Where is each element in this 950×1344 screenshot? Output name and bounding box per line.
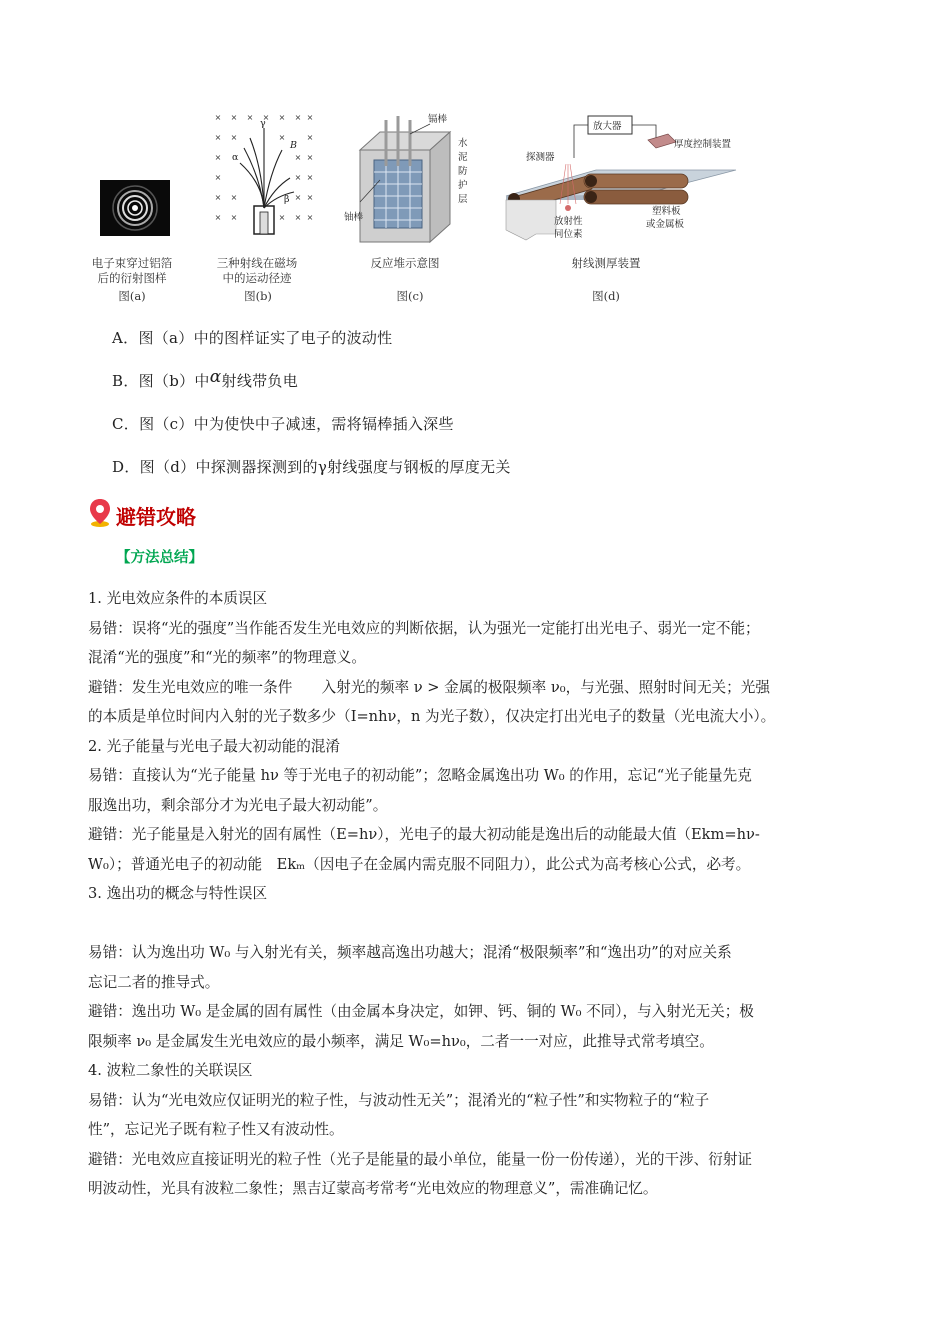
diffraction-pattern-image [100,180,170,236]
text-line: 性”，忘记光子既有粒子性又有波动性。 [88,1121,344,1138]
text-line: 混淆“光的强度”和“光的频率”的物理意义。 [88,649,366,666]
text-line: 明波动性，光具有波粒二象性；黑吉辽蒙高考常考“光电效应的物理意义”，需准确记忆。 [88,1180,658,1197]
figure-b-tag: 图(b) [244,289,272,303]
svg-text:×: × [230,133,238,142]
svg-text:×: × [214,173,222,182]
svg-text:×: × [278,113,286,122]
figure-a [100,180,170,236]
svg-text:×: × [214,193,222,202]
figure-d [496,110,756,245]
svg-text:×: × [214,133,222,142]
text-line: 避错：逸出功 W₀ 是金属的固有属性（由金属本身决定，如钾、钙、铜的 W₀ 不同），与入射光无关；极 [88,1003,754,1020]
figure-d-tag: 图(d) [592,289,620,303]
text-line: 限频率 ν₀ 是金属发生光电效应的最小频率，满足 W₀=hν₀，二者一一对应，此推导式常考填空。 [88,1032,714,1050]
figure-b-caption: 三种射线在磁场 中的运动径迹 [216,256,298,285]
text-line: 易错：认为逸出功 W₀ 与入射光有关，频率越高逸出功越大；混淆“极限频率”和“逸出功”的对应关系 [88,944,732,961]
figure-d-caption: 射线测厚装置 [571,256,641,270]
svg-text:×: × [306,213,314,222]
concrete-label-4: 护 [458,180,468,191]
svg-text:×: × [230,213,238,222]
figure-c-tag: 图(c) [396,289,424,303]
svg-text:×: × [246,113,254,122]
concrete-label-3: 防 [458,166,468,177]
svg-text:×: × [306,193,314,202]
detector-label: 探测器 [526,152,555,163]
svg-text:×: × [294,153,302,162]
thickness-gauge-diagram [496,110,756,245]
svg-text:×: × [278,213,286,222]
svg-text:×: × [262,113,270,122]
isotope-label-1: 放射性 [554,216,583,227]
figure-a-tag: 图(a) [118,289,146,303]
method-summary-text [88,584,868,1204]
heading-3: 3. 逸出功的概念与特性误区 [88,885,268,902]
text-line: 避错：光子能量是入射光的固有属性（E=hν），光电子的最大初动能是逸出后的动能最大值（Ekm=hν- [88,826,760,843]
text-line: 服逸出功，剩余部分才为光电子最大初动能”。 [88,796,388,814]
section-subtitle: 【方法总结】 [116,550,203,566]
concrete-label-2: 泥 [458,152,468,163]
figure-c [340,110,480,245]
plate-label-2: 或金属板 [646,219,685,230]
reactor-diagram [340,110,480,245]
alpha-symbol: α [209,367,222,387]
text-line: 易错：误将“光的强度”当作能否发生光电效应的判断依据，认为强光一定能打出光电子、弱光一定不能； [88,619,760,637]
blank-line [88,909,868,939]
option-c: C．图（c）中为使快中子减速，需将镉棒插入深些 [112,415,454,433]
beta-label: β [284,194,290,205]
svg-text:×: × [306,153,314,162]
map-pin-icon [88,498,112,528]
option-a: A．图（a）中的图样证实了电子的波动性 [112,329,393,347]
amplifier-label: 放大器 [593,121,622,132]
text-line: 易错：认为“光电效应仅证明光的粒子性，与波动性无关”；混淆光的“粒子性”和实物粒子的“粒子 [88,1091,710,1109]
cadmium-rod-label: 镉棒 [428,114,448,125]
text-line: 的本质是单位时间内入射的光子数多少（I=nhν，n 为光子数），仅决定打出光电子的数量（光电流大小）。 [88,708,776,725]
svg-text:×: × [214,113,222,122]
svg-text:×: × [306,173,314,182]
concrete-label-5: 层 [458,194,468,205]
text-line: 易错：直接认为“光子能量 hν 等于光电子的初动能”；忽略金属逸出功 W₀ 的作用，忘记“光子能量先克 [88,767,752,784]
svg-text:×: × [214,213,222,222]
field-b-label: B [290,140,297,151]
text-line: 避错：光电效应直接证明光的粒子性（光子是能量的最小单位，能量一份一份传递），光的干涉、衍射证 [88,1150,753,1168]
text-line: W₀）；普通光电子的初动能 Ekₘ（因电子在金属内需克服不同阻力），此公式为高考核心公式，必考。 [88,855,751,873]
heading-1: 1. 光电效应条件的本质误区 [88,590,268,607]
option-b: B．图（b）中α射线带负电 [112,367,299,390]
svg-text:×: × [294,193,302,202]
text-line: 避错：发生光电效应的唯一条件 入射光的频率 ν > 金属的极限频率 ν₀，与光强、照射时间无关；光强 [88,678,770,696]
svg-text:×: × [230,193,238,202]
heading-2: 2. 光子能量与光电子最大初动能的混淆 [88,737,341,755]
control-device-label: 厚度控制装置 [674,139,732,150]
svg-text:×: × [294,113,302,122]
svg-text:×: × [306,113,314,122]
concrete-label-1: 水 [458,138,468,149]
svg-text:×: × [294,173,302,182]
svg-text:×: × [230,113,238,122]
figure-c-caption: 反应堆示意图 [370,256,440,270]
isotope-label-2: 同位素 [554,229,583,240]
figure-a-caption: 电子束穿过铝箔 后的衍射图样 [91,256,173,285]
plate-label-1: 塑料板 [652,206,681,217]
magnetic-field-tracks-diagram [210,108,316,238]
alpha-label: α [232,152,239,163]
uranium-rod-label: 铀棒 [344,212,364,223]
gamma-label: γ [260,118,266,129]
option-d: D．图（d）中探测器探测到的γ射线强度与钢板的厚度无关 [112,458,511,476]
text-line: 忘记二者的推导式。 [88,973,220,991]
svg-text:×: × [294,213,302,222]
figure-b [210,108,316,238]
svg-text:×: × [278,133,286,142]
svg-text:×: × [214,153,222,162]
svg-text:×: × [306,133,314,142]
section-title: 避错攻略 [116,505,196,529]
heading-4: 4. 波粒二象性的关联误区 [88,1062,253,1079]
